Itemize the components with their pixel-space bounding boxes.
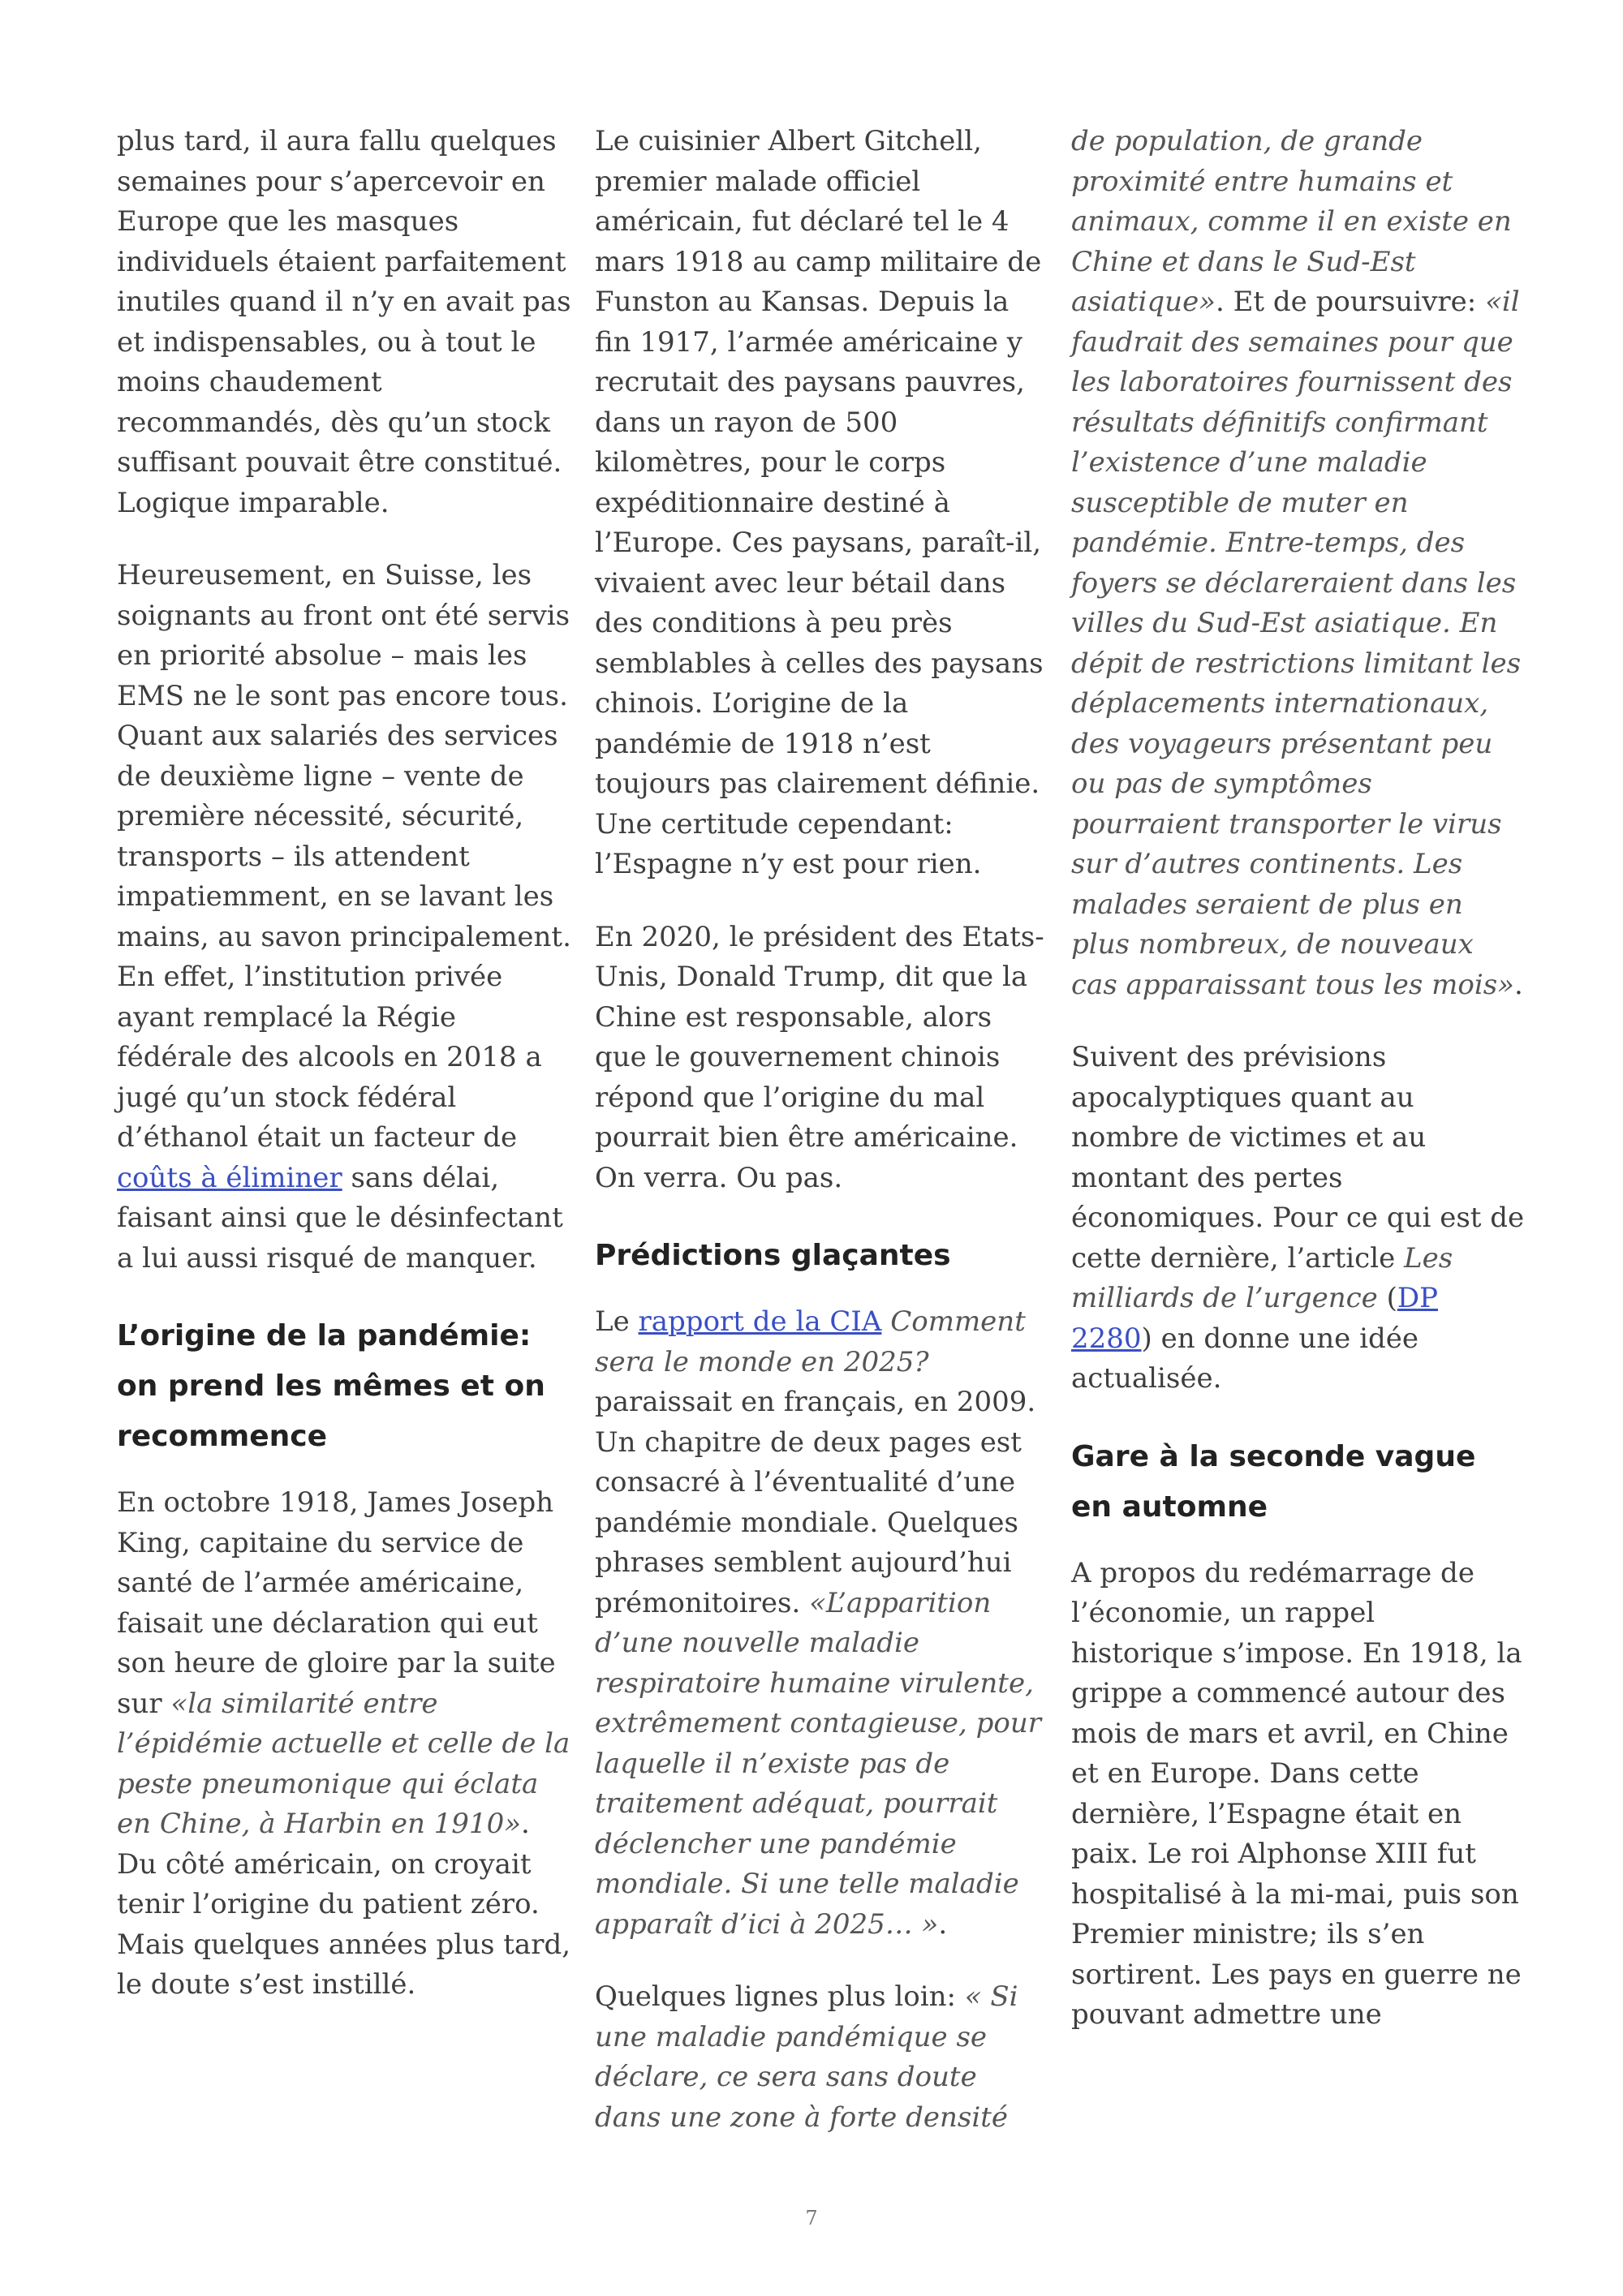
quote: de population, de grande proximité entre humains et animaux, comme il en existe en Chine et dans le Sud-Est asiatique» [1071, 125, 1512, 318]
section-heading: L’origine de la pandémie: on prend les mêmes et on recommence [117, 1319, 545, 1453]
report-title: Comment sera le monde en 2025? [595, 1305, 1026, 1378]
paragraph: En octobre 1918, James Joseph King, capitaine du service de santé de l’armée américaine, faisait une déclaration qui eut son heure de gloire par la suite sur «la similarité entre l’épidémie actuelle et celle de la peste pneumonique qui éclata en Chine, à Harbin en 1910». Du côté américain, on croyait tenir l’origine du patient zéro. Mais quelques années plus tard, le doute s’est instillé. [117, 1486, 571, 2001]
quote: «L’apparition d’une nouvelle maladie respiratoire humaine virulente, extrêmement contagieuse, pour laquelle il n’existe pas de traitement adéquat, pourrait déclencher une pandémie mondiale. Si une telle maladie apparaît d’ici à 2025… » [595, 1586, 1041, 1941]
quote: « Si une maladie pandémique se déclare, ce sera sans doute dans une zone à forte densité [595, 1980, 1018, 2134]
section-heading: Gare à la seconde vague en automne [1071, 1439, 1476, 1524]
column-3 [1071, 122, 1526, 2036]
paragraph: A propos du redémarrage de l’économie, un rappel historique s’impose. En 1918, la grippe a commencé autour des mois de mars et avril, en Chine et en Europe. Dans cette dernière, l’Espagne était en paix. Le roi Alphonse XIII fut hospitalisé à la mi-mai, puis son Premier ministre; ils s’en sortirent. Les pays en guerre ne pouvant admettre une [1071, 1556, 1522, 2031]
paragraph: de population, de grande proximité entre humains et animaux, comme il en existe en Chine et dans le Sud-Est asiatique». Et de poursuivre: «il faudrait des semaines pour que les laboratoires fournissent des résultats définitifs confirmant l’existence d’une maladie susceptible de muter en pandémie. Entre-temps, des foyers se déclareraient dans les villes du Sud-Est asiatique. En dépit de restrictions limitant les déplacements internationaux, des voyageurs présentant peu ou pas de symptômes pourraient transporter le virus sur d’autres continents. Les malades seraient de plus en plus nombreux, de nouveaux cas apparaissant tous les mois». [1071, 125, 1523, 1001]
paragraph: plus tard, il aura fallu quelques semaines pour s’apercevoir en Europe que les masques individuels étaient parfaitement inutiles quand il n’y en avait pas et indispensables, ou à tout le moins chaudement recommandés, dès qu’un stock suffisant pouvait être constitué. Logique imparable. [117, 125, 571, 519]
paragraph: Le cuisinier Albert Gitchell, premier malade officiel américain, fut déclaré tel le 4 mars 1918 au camp militaire de Funston au Kansas. Depuis la fin 1917, l’armée américaine y recrutait des paysans pauvres, dans un rayon de 500 kilomètres, pour le corps expéditionnaire destiné à l’Europe. Ces paysans, paraît-il, vivaient avec leur bétail dans des conditions à peu près semblables à celles des paysans chinois. L’origine de la pandémie de 1918 n’est toujours pas clairement définie. Une certitude cependant: l’Espagne n’y est pour rien. [595, 125, 1044, 880]
link-couts-a-eliminer[interactable]: coûts à éliminer [117, 1161, 342, 1194]
paragraph: Suivent des prévisions apocalyptiques quant au nombre de victimes et au montant des pertes économiques. Pour ce qui est de cette dernière, l’article Les milliards de l’urgence (DP 2280) en donne une idée actualisée. [1071, 1041, 1525, 1395]
quote: «il faudrait des semaines pour que les laboratoires fournissent des résultats définitifs confirmant l’existence d’une maladie susceptible de muter en pandémie. Entre-temps, des foyers se déclareraient dans les villes du Sud-Est asiatique. En dépit de restrictions limitant les déplacements internationaux, des voyageurs présentant peu ou pas de symptômes pourraient transporter le virus sur d’autres continents. Les malades seraient de plus en plus nombreux, de nouveaux cas apparaissant tous les mois» [1071, 286, 1522, 1001]
quote: «la similarité entre l’épidémie actuelle et celle de la peste pneumonique qui éclata en Chine, à Harbin en 1910» [117, 1687, 570, 1840]
link-dp-2280[interactable]: DP 2280 [1071, 1282, 1438, 1355]
link-rapport-cia[interactable]: rapport de la CIA [638, 1305, 882, 1338]
paragraph: Le rapport de la CIA Comment sera le monde en 2025? paraissait en français, en 2009. Un chapitre de deux pages est consacré à l’éventualité d’une pandémie mondiale. Quelques phrases semblent aujourd’hui prémonitoires. «L’apparition d’une nouvelle maladie respiratoire humaine virulente, extrêmement contagieuse, pour laquelle il n’existe pas de traitement adéquat, pourrait déclencher une pandémie mondiale. Si une telle maladie apparaît d’ici à 2025… ». [595, 1305, 1041, 1941]
column-1 [117, 122, 571, 2006]
paragraph: Heureusement, en Suisse, les soignants au front ont été servis en priorité absolue – mais les EMS ne le sont pas encore tous. Quant aux salariés des services de deuxième ligne – vente de première nécessité, sécurité, transports – ils attendent impatiemment, en se lavant les mains, au savon principalement. En effet, l’institution privée ayant remplacé la Régie fédérale des alcools en 2018 a jugé qu’un stock fédéral d’éthanol était un facteur de coûts à éliminer sans délai, faisant ainsi que le désinfectant a lui aussi risqué de manquer. [117, 559, 571, 1275]
column-2 [595, 122, 1049, 2138]
section-heading: Prédictions glaçantes [595, 1239, 951, 1272]
page-number: 7 [805, 2207, 818, 2229]
paragraph: Quelques lignes plus loin: « Si une maladie pandémique se déclare, ce sera sans doute dans une zone à forte densité [595, 1980, 1018, 2134]
paragraph: En 2020, le président des Etats-Unis, Donald Trump, dit que la Chine est responsable, alors que le gouvernement chinois répond que l’origine du mal pourrait bien être américaine. On verra. Ou pas. [595, 920, 1044, 1194]
article-title: Les milliards de l’urgence [1071, 1241, 1453, 1314]
